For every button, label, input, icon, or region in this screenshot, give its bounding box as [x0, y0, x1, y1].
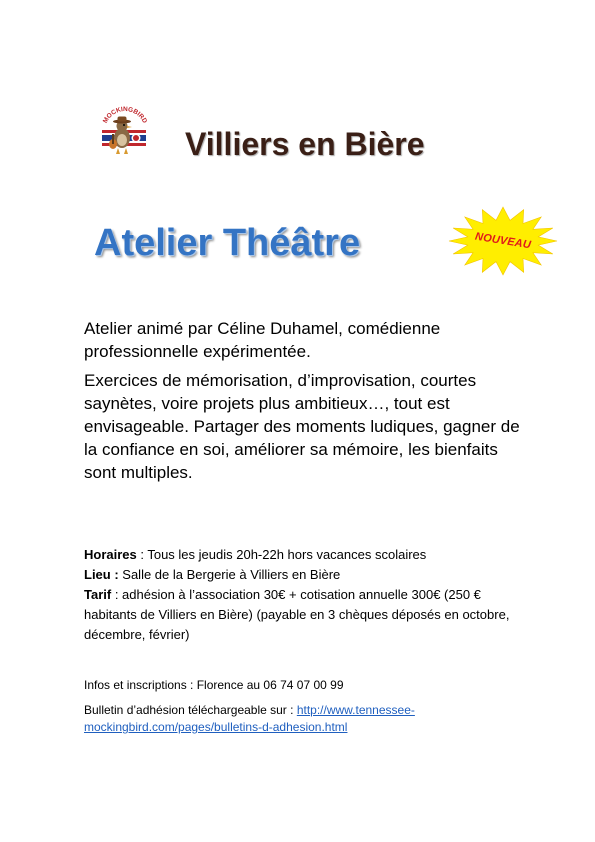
description-paragraph: Exercices de mémorisation, d’improvisation, courtes saynètes, voire projets plus ambitieux…, tout est envisageable. Partager des moments ludiques, gagner de la confiance en soi, améliorer sa mémoire, les bienfaits sont multiples. [84, 371, 520, 482]
lieu-value: Salle de la Bergerie à Villiers en Bière [118, 567, 341, 582]
logo-arc-text: MOCKINGBIRD [101, 105, 149, 125]
horaires-label: Horaires [84, 547, 137, 562]
mockingbird-cowboy-logo-icon [96, 104, 154, 162]
practical-details [84, 545, 524, 645]
new-badge-label: NOUVEAU [474, 230, 532, 252]
page-title: Atelier Théâtre [94, 222, 361, 264]
contact-info: Infos et inscriptions : Florence au 06 74 07 00 99 [84, 678, 344, 692]
lieu-line [84, 565, 524, 585]
bulletin-prefix: Bulletin d’adhésion téléchargeable sur : [84, 703, 297, 717]
tarif-line [84, 585, 524, 645]
horaires-value: : Tous les jeudis 20h-22h hors vacances scolaires [136, 547, 427, 562]
horaires-line [84, 545, 524, 565]
lieu-label: Lieu : [84, 567, 119, 582]
membership-form-info [84, 702, 524, 736]
new-badge [448, 206, 558, 276]
village-name: Villiers en Bière [185, 126, 425, 162]
tarif-label: Tarif [84, 587, 112, 602]
intro-paragraph: Atelier animé par Céline Duhamel, comédienne professionnelle expérimentée. [84, 319, 441, 361]
bulletin-link[interactable]: http://www.tennessee-mockingbird.com/pages/bulletins-d-adhesion.html [84, 703, 415, 734]
mockingbird-logo [96, 104, 154, 162]
description [84, 317, 524, 484]
tarif-value: : adhésion à l’association 30€ + cotisation annuelle 300€ (250 € habitants de Villiers en Bière) (payable en 3 chèques déposés en octobre, décembre, février) [84, 587, 510, 642]
